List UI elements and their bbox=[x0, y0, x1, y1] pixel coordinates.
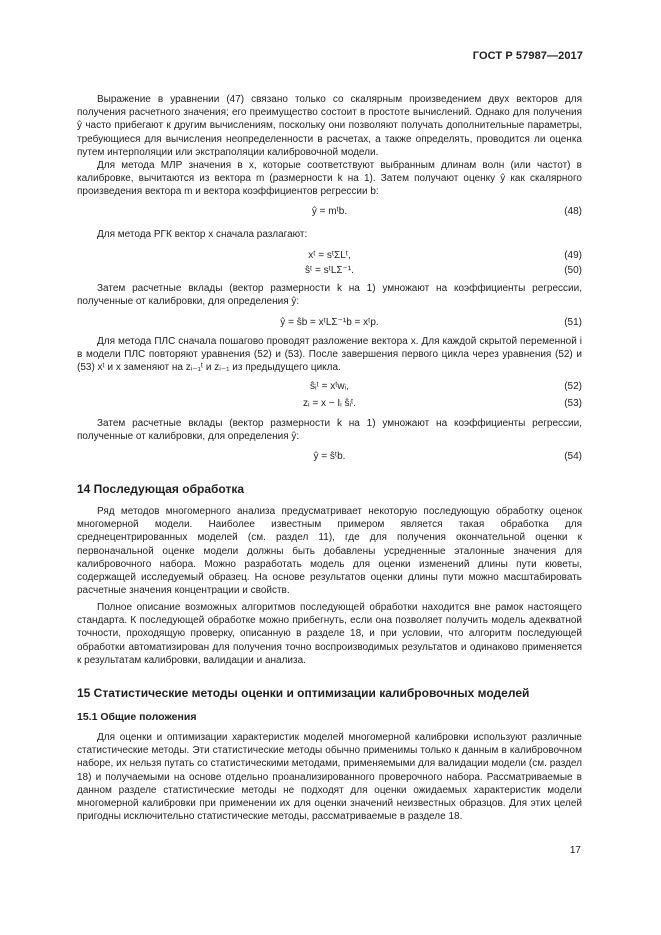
paragraph-9: Для оценки и оптимизации характеристик моделей многомерной калибровки используют различные статистические методы. Эти статистические методы обычно применимы только к данным в калибровочном наборе, их нельзя путать со статистическими методами, применяемыми для валидации модели (см. раздел 18) и получаемыми на основе отдельно проанализированного проверочного набора. Рассматриваемые в данном разделе статистические методы не подходят для оценки ожидаемых характеристик модели многомерной калибровки при применении их для оценки значений неизвестных образцов. Для этих целей пригодны исключительно статистические методы, рассматриваемые в разделе 18. bbox=[77, 732, 582, 823]
document-header: ГОСТ Р 57987—2017 bbox=[472, 50, 583, 62]
equation-formula: ŷ = ŝᵗb. bbox=[313, 451, 346, 462]
paragraph-1: Выражение в уравнении (47) связано только со скалярным произведением двух векторов для получения расчетного значения; его преимущество состоит в простоте вычислений. Однако для получения ŷ часто прибегают к другим вычислениям, поскольку они позволяют получать дополнительные параметры, требующиеся для вычисления неопределенности в расчетах, а также определять, проводится ли оценка путем интерполяции или экстраполяции калибровочной модели. bbox=[77, 94, 582, 158]
equation-number: (53) bbox=[564, 398, 582, 409]
equation-49 bbox=[77, 250, 582, 264]
paragraph-7: Ряд методов многомерного анализа предусматривает некоторую последующую обработку оценок многомерной модели. Наиболее известным примером является такая обработка для среднецентрированных моделей (см. раздел 11), где для получения окончательной оценки к первоначальной оценке модели должны быть добавлены усредненные эталонные значения для калибровочного набора. Можно разработать модель для оценки изменений длины пути кюветы, содержащей исследуемый образец. На основе результатов оценки длины пути можно масштабировать расчетные значения концентрации и свойств. bbox=[77, 506, 582, 597]
paragraph-2: Для метода МЛР значения в x, которые соответствуют выбранным длинам волн (или частот) в калибровке, вычитаются из вектора m (размерности k на 1). Затем получают оценку ŷ как скалярного произведения вектора m и вектора коэффициентов регрессии b: bbox=[77, 160, 582, 198]
equation-51 bbox=[77, 317, 582, 331]
page-number: 17 bbox=[569, 845, 581, 856]
equation-formula: ŝᵗ = sᵗLΣ⁻¹. bbox=[305, 265, 354, 276]
equation-number: (48) bbox=[564, 206, 582, 217]
equation-number: (51) bbox=[564, 317, 582, 328]
equation-number: (54) bbox=[564, 451, 582, 462]
equation-number: (50) bbox=[564, 265, 582, 276]
equation-formula: ŷ = mᵗb. bbox=[311, 206, 348, 217]
equation-formula: ŝᵢᵗ = xᵗwᵢ, bbox=[310, 381, 349, 392]
equation-number: (52) bbox=[564, 381, 582, 392]
equation-50 bbox=[77, 265, 582, 279]
paragraph-6: Затем расчетные вклады (вектор размерности k на 1) умножают на коэффициенты регрессии, полученные от калибровки, для определения ŷ: bbox=[77, 418, 582, 443]
equation-48 bbox=[77, 206, 582, 220]
equation-formula: zᵢ = x − Iᵢ ŝᵢᵗ. bbox=[302, 398, 357, 409]
equation-formula: ŷ = ŝb = xᵗLΣ⁻¹b = xᵗp. bbox=[280, 317, 379, 328]
paragraph-8: Полное описание возможных алгоритмов последующей обработки находится вне рамок настоящего стандарта. К последующей обработке можно прибегнуть, если она позволяет получить модель адекватной точности, проходящую проверку, описанную в разделе 18, и при условии, что алгоритм последующей обработки автоматизирован для получения точно воспроизводимых результатов и одинаково применяется к результатам калибровки, валидации и анализа. bbox=[77, 602, 582, 666]
section-14-heading: 14 Последующая обработка bbox=[77, 482, 245, 496]
paragraph-5: Для метода ПЛС сначала пошагово проводят разложение вектора x. Для каждой скрытой переменной i в модели ПЛС повторяют уравнения (52) и (53). После завершения первого цикла через уравнения (52) и (53) xᵗ и x заменяют на zᵢ₋₁ᵗ и zᵢ₋₁ из предыдущего цикла. bbox=[77, 336, 582, 374]
paragraph-3: Для метода РГК вектор x сначала разлагают: bbox=[97, 229, 308, 240]
paragraph-4: Затем расчетные вклады (вектор размерности k на 1) умножают на коэффициенты регрессии, полученные от калибровки, для определения ŷ: bbox=[77, 283, 582, 308]
equation-formula: xᵗ = sᵗΣLᵗ, bbox=[308, 250, 351, 261]
equation-53 bbox=[77, 398, 582, 412]
equation-54 bbox=[77, 451, 582, 465]
section-15-1-heading: 15.1 Общие положения bbox=[77, 711, 197, 723]
equation-52 bbox=[77, 381, 582, 395]
section-15-heading: 15 Статистические методы оценки и оптимизации калибровочных моделей bbox=[77, 686, 530, 700]
equation-number: (49) bbox=[564, 250, 582, 261]
